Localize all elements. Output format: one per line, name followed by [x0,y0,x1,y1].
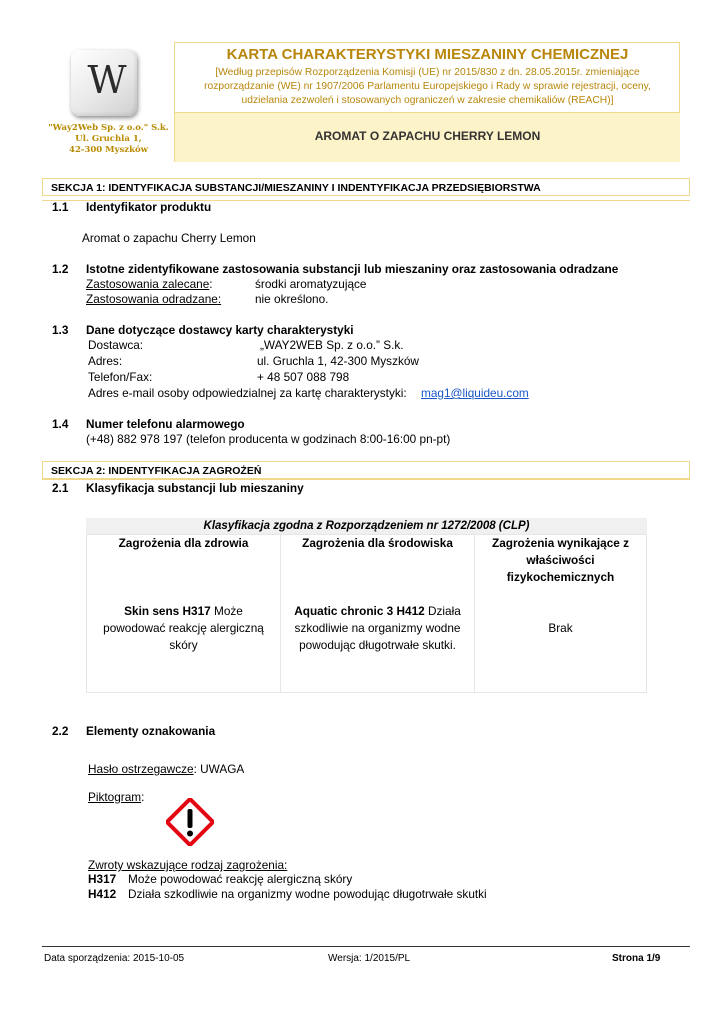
h412-code: H412 [88,887,117,901]
footer-date: Data sporządzenia: 2015-10-05 [44,953,185,964]
s13-number: 1.3 [52,323,69,337]
environment-hazard-text: Działa [424,604,461,618]
signal-word [88,762,244,777]
col-physchem-header [475,535,646,586]
health-hazard-cell [87,603,280,654]
col-environment-header: Zagrożenia dla środowiska [302,536,453,550]
physchem-hazard-value: Brak [548,621,573,635]
environment-hazard-cell [281,603,474,654]
divider [42,479,690,480]
subtitle-line: rozporządzanie (WE) nr 1907/2006 Parlamentu Europejskiego i Rady w sprawie rejestracji, oceny, [204,81,651,92]
header-line: fizykochemicznych [506,570,615,584]
col-health-header: Zagrożenia dla zdrowia [118,536,249,550]
footer-version: Wersja: 1/2015/PL [328,953,411,964]
email-link[interactable]: mag1@liquideu.com [421,386,529,400]
header-line: właściwości [526,553,595,567]
document-title: KARTA CHARAKTERYSTYKI MIESZANINY CHEMICZNEJ [226,46,629,63]
address-value: ul. Gruchla 1, 42-300 Myszków [257,354,419,368]
pictogram-label-text: Piktogram [88,790,142,804]
cell-line: skóry [169,638,198,652]
s13-title: Dane dotyczące dostawcy karty charakterystyki [86,323,354,337]
product-name: AROMAT O ZAPACHU CHERRY LEMON [314,129,541,143]
s11-number: 1.1 [52,200,69,214]
cell-line: szkodliwie na organizmy wodne [294,621,461,635]
subtitle-line: udzielania zezwoleń i stosowanych ograniczeń w zakresie chemikaliów (REACH)] [241,95,614,106]
company-address [42,123,175,156]
s21-number: 2.1 [52,481,69,495]
header-line: Zagrożenia wynikające z [491,536,630,550]
document-subtitle [185,66,670,108]
s21-title: Klasyfikacja substancji lub mieszaniny [86,481,304,495]
supplier-value: „WAY2WEB Sp. z o.o.” S.k. [260,338,404,352]
h317-text: Może powodować reakcję alergiczną skóry [128,872,353,886]
logo-letter: W [87,58,121,102]
exclamation-mark-hazard-icon [166,798,214,846]
s14-title: Numer telefonu alarmowego [86,417,245,431]
hazard-statements-heading: Zwroty wskazujące rodzaj zagrożenia: [88,858,288,872]
s11-title: Identyfikator produktu [86,200,212,214]
phone-label: Telefon/Fax: [88,370,153,384]
supplier-label: Dostawca: [88,338,144,352]
clp-table-caption: Klasyfikacja zgodna z Rozporządzeniem nr 1272/2008 (CLP) [86,518,647,535]
s12-number: 1.2 [52,262,69,276]
environment-hazard-code: Aquatic chronic 3 H412 [294,604,425,618]
company-logo [71,50,137,116]
cell-line: powodując długotrwałe skutki. [299,638,456,652]
subtitle-line: [Według przepisów Rozporządzenia Komisji (UE) nr 2015/830 z dn. 28.05.2015r. zmieniające [215,67,640,78]
h412-text: Działa szkodliwie na organizmy wodne powodując długotrwałe skutki [128,887,487,901]
address-label: Adres: [88,354,123,368]
recommended-use-label [86,277,213,292]
company-street: Ul. Gruchla 1, [75,134,142,144]
section2-heading: SEKCJA 2: INDENTYFIKACJA ZAGROŻEŃ [42,461,690,479]
not-recommended-label: Zastosowania odradzane: [86,292,222,306]
footer-page-number: Strona 1/9 [612,953,661,964]
recommended-use-value: środki aromatyzujące [255,277,367,291]
cell-line [87,603,280,620]
pictogram-label-colon: : [141,790,145,804]
phone-value: + 48 507 088 798 [257,370,350,384]
s22-title: Elementy oznakowania [86,724,216,738]
s14-number: 1.4 [52,417,69,431]
recommended-use-label-text: Zastosowania zalecane [86,277,210,291]
signal-word-value: : UWAGA [193,762,245,776]
not-recommended-value: nie określono. [255,292,329,306]
s22-number: 2.2 [52,724,69,738]
h317-code: H317 [88,872,117,886]
cell-line: powodować reakcję alergiczną [103,621,264,635]
signal-word-label: Hasło ostrzegawcze [88,762,194,776]
product-identifier: Aromat o zapachu Cherry Lemon [82,231,256,245]
health-hazard-code: Skin sens H317 [124,604,211,618]
pictogram-label [88,790,144,805]
company-name: "Way2Web Sp. z o.o." S.k. [48,123,169,133]
section1-heading: SEKCJA 1: IDENTYFIKACJA SUBSTANCJI/MIESZANINY I INDENTYFIKACJA PRZEDSIĘBIORSTWA [42,178,690,196]
recommended-use-colon: : [209,277,213,291]
cell-line [281,603,474,620]
health-hazard-text: Może [210,604,243,618]
company-city: 42-300 Myszków [69,145,148,155]
footer-divider [42,946,690,947]
s12-title: Istotne zidentyfikowane zastosowania substancji lub mieszaniny oraz zastosowania odradzane [86,262,619,276]
email-label: Adres e-mail osoby odpowiedzialnej za kartę charakterystyki: [88,386,407,400]
emergency-phone: (+48) 882 978 197 (telefon producenta w godzinach 8:00-16:00 pn-pt) [86,432,451,446]
